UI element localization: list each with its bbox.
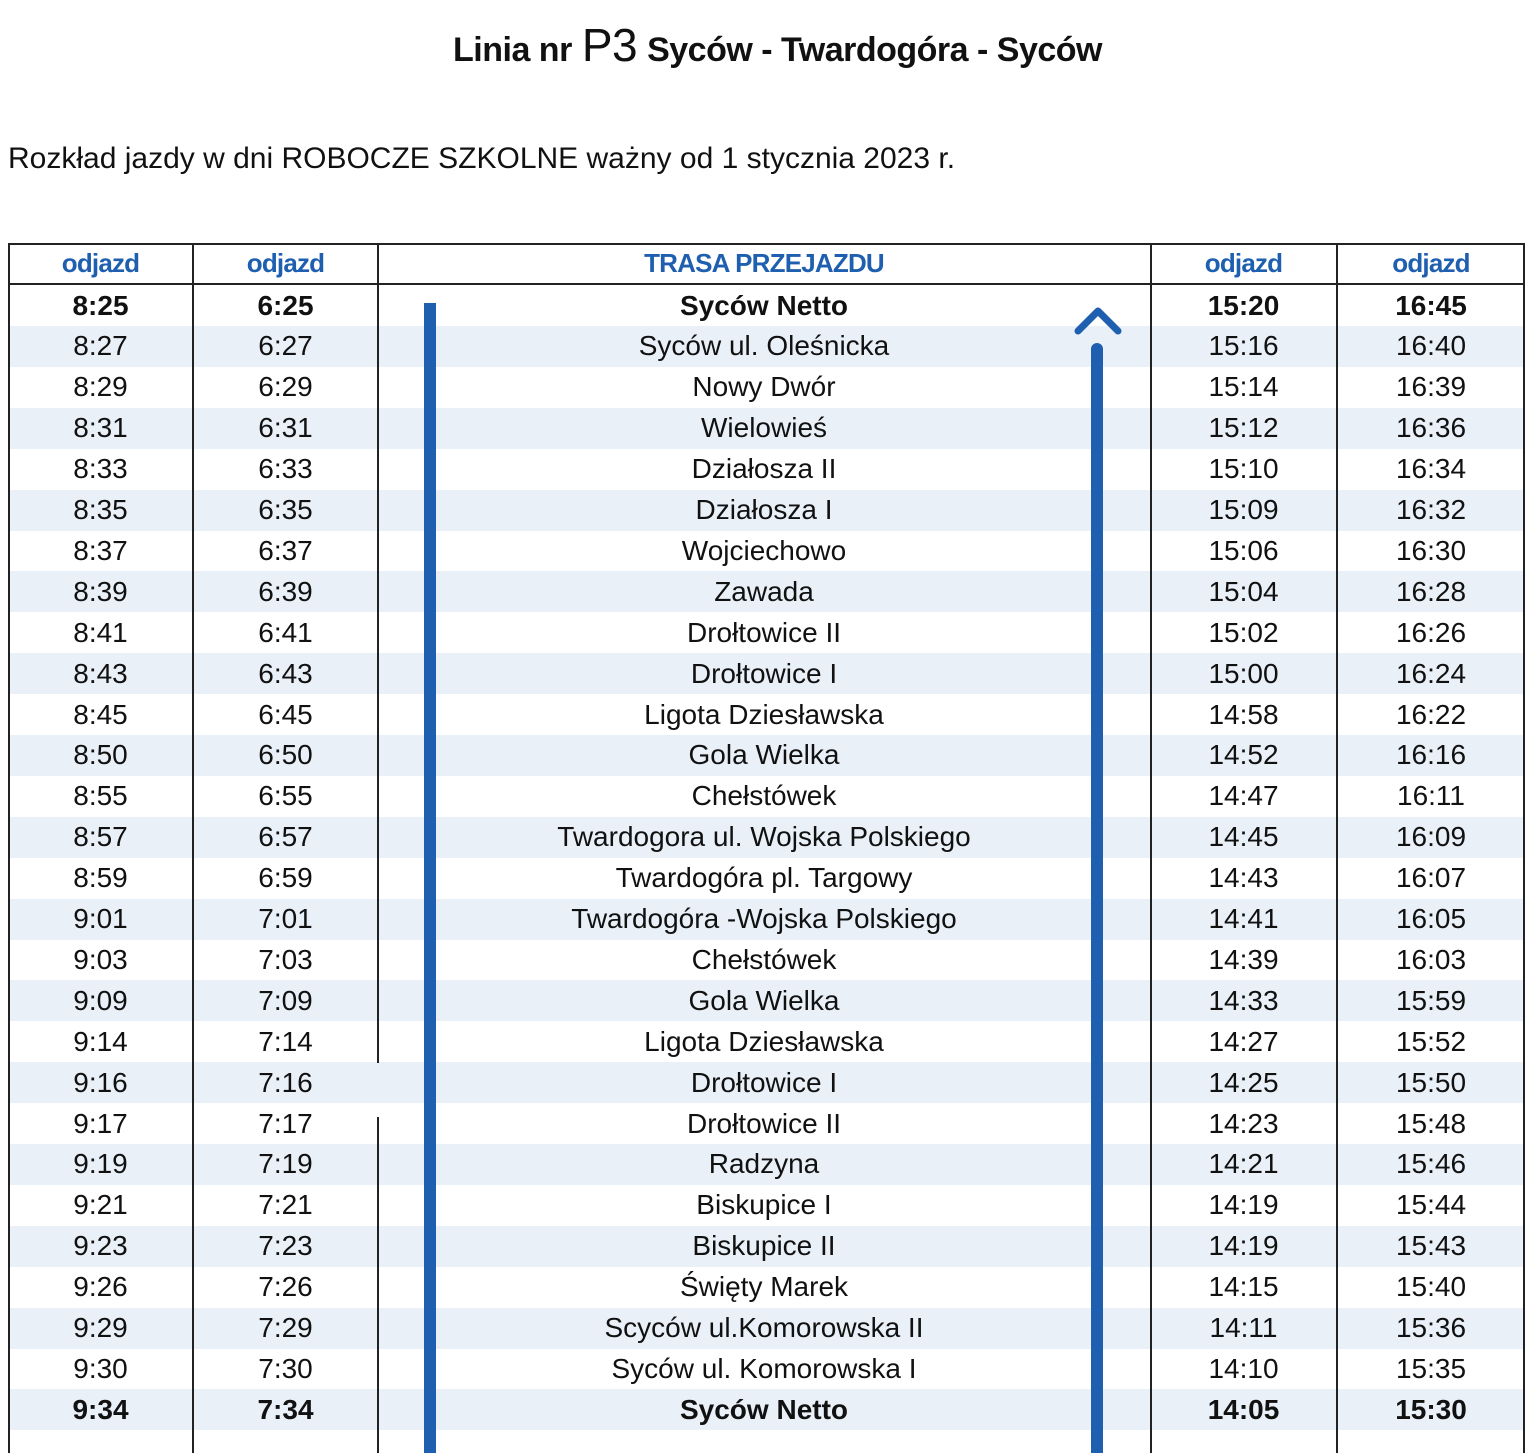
departure-time: 14:33 <box>1208 984 1279 1016</box>
stop-name: Wielowieś <box>700 412 828 444</box>
departure-time: 8:29 <box>73 371 128 403</box>
departure-time: 7:21 <box>258 1189 313 1221</box>
departure-time: 14:19 <box>1208 1189 1279 1221</box>
stop-name: Drołtowice II <box>686 1107 842 1139</box>
table-row <box>8 571 1525 612</box>
table-row <box>8 490 1525 531</box>
stop-name: Ligota Dziesławska <box>644 698 884 730</box>
departure-time: 9:34 <box>72 1393 129 1425</box>
stop-name: Twardogóra -Wojska Polskiego <box>571 903 957 934</box>
stop-name: Biskupice II <box>692 1230 836 1262</box>
departure-time: 16:11 <box>1397 780 1465 812</box>
departure-time: 7:29 <box>258 1312 313 1343</box>
departure-time: 8:33 <box>73 453 128 485</box>
stop-name: Syców ul. Komorowska I <box>611 1352 917 1384</box>
table-row <box>8 980 1525 1021</box>
table-row <box>8 449 1525 490</box>
departure-time: 8:35 <box>73 494 128 525</box>
departure-time: 14:11 <box>1209 1312 1278 1343</box>
stop-name: Twardogóra pl. Targowy <box>615 862 913 894</box>
departure-time: 9:17 <box>73 1107 128 1139</box>
departure-time: 7:14 <box>258 1025 313 1057</box>
departure-time: 16:05 <box>1395 903 1467 934</box>
departure-time: 9:21 <box>73 1189 128 1221</box>
departure-time: 15:10 <box>1208 453 1279 485</box>
departure-time: 6:41 <box>258 616 313 648</box>
header-departure-3: odjazd <box>1204 248 1283 278</box>
stop-name: Gola Wielka <box>688 984 840 1016</box>
departure-time: 8:59 <box>73 862 128 894</box>
table-row <box>8 817 1525 858</box>
departure-time: 15:06 <box>1208 534 1279 566</box>
departure-time: 9:14 <box>73 1025 128 1057</box>
departure-time: 15:04 <box>1208 575 1279 607</box>
departure-time: 14:05 <box>1207 1393 1280 1425</box>
departure-time: 16:32 <box>1395 494 1467 525</box>
table-row <box>8 776 1525 817</box>
departure-time: 15:50 <box>1395 1066 1467 1098</box>
route-line-down <box>424 303 436 1453</box>
departure-time: 6:37 <box>258 534 313 566</box>
departure-time: 8:50 <box>73 739 128 771</box>
departure-time: 7:09 <box>258 984 313 1016</box>
departure-time: 15:59 <box>1395 984 1467 1016</box>
schedule-validity: Rozkład jazdy w dni ROBOCZE SZKOLNE ważny od 1 stycznia 2023 r. <box>8 142 956 175</box>
route-line-up <box>1091 343 1103 1453</box>
departure-time: 14:10 <box>1208 1352 1279 1384</box>
departure-time: 8:57 <box>73 821 128 853</box>
departure-time: 8:55 <box>73 780 128 812</box>
table-row <box>8 1062 1525 1103</box>
departure-time: 9:29 <box>73 1312 128 1343</box>
departure-time: 15:00 <box>1208 657 1279 689</box>
departure-time: 15:36 <box>1395 1312 1467 1343</box>
table-row <box>8 735 1525 776</box>
departure-time: 14:41 <box>1208 903 1279 934</box>
departure-time: 15:02 <box>1208 616 1279 648</box>
table-row <box>8 899 1525 940</box>
table-row <box>8 694 1525 735</box>
stop-name: Drołtowice II <box>686 616 842 648</box>
departure-time: 15:14 <box>1208 371 1279 403</box>
departure-time: 14:39 <box>1208 943 1279 975</box>
stop-name: Działosza I <box>695 494 833 525</box>
table-row <box>8 326 1525 367</box>
header-departure-4: odjazd <box>1392 248 1470 278</box>
stop-name: Nowy Dwór <box>692 371 836 403</box>
table-row <box>8 858 1525 899</box>
column-divider-3 <box>1150 243 1152 1453</box>
departure-time: 8:27 <box>73 330 128 362</box>
departure-time: 14:19 <box>1208 1230 1279 1262</box>
stop-name: Radzyna <box>708 1148 820 1180</box>
departure-time: 9:09 <box>73 984 128 1016</box>
departure-time: 14:58 <box>1208 698 1279 730</box>
departure-time: 8:43 <box>73 657 128 689</box>
stop-name: Drołtowice I <box>690 657 838 689</box>
departure-time: 8:31 <box>73 412 128 444</box>
header-departure-2: odjazd <box>246 248 325 278</box>
table-row <box>8 1308 1525 1349</box>
departure-time: 6:31 <box>258 412 313 444</box>
departure-time: 6:50 <box>258 739 313 771</box>
up-arrow-icon <box>1073 301 1123 337</box>
departure-time: 6:57 <box>258 821 313 853</box>
table-row <box>8 653 1525 694</box>
departure-time: 16:09 <box>1395 821 1467 853</box>
departure-time: 7:34 <box>257 1393 314 1425</box>
departure-time: 7:17 <box>258 1107 313 1139</box>
timetable-header <box>8 243 1525 284</box>
departure-time: 16:34 <box>1395 453 1467 485</box>
departure-time: 7:19 <box>258 1148 313 1180</box>
table-row <box>8 408 1525 449</box>
departure-time: 6:45 <box>258 698 313 730</box>
departure-time: 6:43 <box>258 657 313 689</box>
table-row <box>8 939 1525 980</box>
table-row <box>8 530 1525 571</box>
stop-name: Wojciechowo <box>681 534 847 566</box>
departure-time: 16:45 <box>1395 289 1467 321</box>
stop-name: Syców ul. Oleśnicka <box>638 330 890 362</box>
departure-time: 9:23 <box>73 1230 128 1262</box>
departure-time: 7:26 <box>258 1271 313 1303</box>
stop-name: Chełstówek <box>691 780 837 812</box>
left-border <box>8 243 10 1453</box>
departure-time: 9:16 <box>73 1066 128 1098</box>
route-name: Syców - Twardogóra - Syców <box>647 31 1102 69</box>
departure-time: 15:40 <box>1395 1271 1467 1303</box>
stop-name: Chełstówek <box>691 943 837 975</box>
page-title <box>0 18 1530 72</box>
departure-time: 15:43 <box>1395 1230 1467 1262</box>
column-divider-2 <box>377 243 379 1063</box>
departure-time: 15:35 <box>1395 1352 1467 1384</box>
table-row <box>8 367 1525 408</box>
stop-name: Święty Marek <box>679 1271 849 1303</box>
stop-name: Zawada <box>714 575 814 607</box>
departure-time: 14:47 <box>1208 780 1279 812</box>
table-row <box>8 612 1525 653</box>
column-divider-4 <box>1336 243 1338 1453</box>
line-number: P3 <box>581 19 638 71</box>
departure-time: 14:25 <box>1208 1066 1279 1098</box>
table-row <box>8 1267 1525 1308</box>
column-divider-2-lower <box>377 1117 379 1453</box>
table-row <box>8 1144 1525 1185</box>
departure-time: 6:39 <box>258 575 313 607</box>
departure-time: 16:26 <box>1395 616 1467 648</box>
stop-name: Twardogora ul. Wojska Polskiego <box>557 821 971 853</box>
departure-time: 14:23 <box>1208 1107 1279 1139</box>
departure-time: 9:01 <box>73 903 128 934</box>
departure-time: 9:30 <box>73 1352 128 1384</box>
stop-name: Działosza II <box>691 453 837 485</box>
stop-name: Gola Wielka <box>688 739 840 771</box>
departure-time: 6:29 <box>258 371 313 403</box>
departure-time: 14:27 <box>1208 1025 1279 1057</box>
departure-time: 16:22 <box>1395 698 1467 730</box>
departure-time: 15:52 <box>1395 1025 1467 1057</box>
stop-name: Syców Netto <box>679 1393 849 1425</box>
departure-time: 6:55 <box>258 780 313 812</box>
departure-time: 9:03 <box>73 943 128 975</box>
departure-time: 6:33 <box>258 453 313 485</box>
departure-time: 15:09 <box>1208 494 1279 525</box>
departure-time: 9:26 <box>73 1271 128 1303</box>
table-row <box>8 1021 1525 1062</box>
stop-name: Scyców ul.Komorowska II <box>604 1312 924 1343</box>
header-departure-1: odjazd <box>61 248 140 278</box>
table-row <box>8 1185 1525 1226</box>
departure-time: 16:24 <box>1395 657 1467 689</box>
departure-time: 6:25 <box>257 289 314 321</box>
departure-time: 16:03 <box>1395 943 1467 975</box>
top-border <box>8 243 1525 245</box>
departure-time: 14:21 <box>1208 1148 1279 1180</box>
departure-time: 8:41 <box>73 616 128 648</box>
departure-time: 7:30 <box>258 1352 313 1384</box>
departure-time: 16:28 <box>1395 575 1467 607</box>
departure-time: 16:07 <box>1395 862 1467 894</box>
departure-time: 8:45 <box>73 698 128 730</box>
title-prefix: Linia nr <box>453 31 572 69</box>
departure-time: 15:48 <box>1395 1107 1467 1139</box>
departure-time: 14:43 <box>1208 862 1279 894</box>
departure-time: 9:19 <box>73 1148 128 1180</box>
table-row <box>8 1103 1525 1144</box>
departure-time: 16:30 <box>1395 534 1467 566</box>
departure-time: 7:01 <box>258 903 313 934</box>
header-route: TRASA PRZEJAZDU <box>644 248 884 278</box>
departure-time: 7:03 <box>258 943 313 975</box>
departure-time: 16:40 <box>1395 330 1467 362</box>
departure-time: 8:25 <box>72 289 129 321</box>
table-row <box>8 285 1525 326</box>
departure-time: 6:35 <box>258 494 313 525</box>
departure-time: 15:30 <box>1395 1393 1467 1425</box>
header-divider <box>8 283 1525 285</box>
departure-time: 6:59 <box>258 862 313 894</box>
departure-time: 14:15 <box>1208 1271 1279 1303</box>
departure-time: 7:16 <box>258 1066 313 1098</box>
departure-time: 15:12 <box>1208 412 1279 444</box>
table-row <box>8 1226 1525 1267</box>
departure-time: 7:23 <box>258 1230 313 1262</box>
departure-time: 16:39 <box>1395 371 1467 403</box>
departure-time: 8:37 <box>73 534 128 566</box>
departure-time: 8:39 <box>73 575 128 607</box>
stop-name: Biskupice I <box>696 1189 832 1221</box>
departure-time: 15:44 <box>1395 1189 1467 1221</box>
stop-name: Ligota Dziesławska <box>644 1025 884 1057</box>
departure-time: 15:20 <box>1207 289 1280 321</box>
stop-name: Syców Netto <box>679 289 849 321</box>
stop-name: Drołtowice I <box>690 1066 838 1098</box>
departure-time: 15:46 <box>1395 1148 1467 1180</box>
table-row <box>8 1348 1525 1389</box>
departure-time: 16:16 <box>1395 739 1467 771</box>
departure-time: 6:27 <box>258 330 313 362</box>
right-border <box>1523 243 1525 1453</box>
timetable <box>8 243 1525 1453</box>
departure-time: 14:52 <box>1208 739 1279 771</box>
departure-time: 14:45 <box>1208 821 1279 853</box>
departure-time: 16:36 <box>1395 412 1467 444</box>
column-divider-1 <box>192 243 194 1453</box>
departure-time: 15:16 <box>1208 330 1279 362</box>
table-row <box>8 1389 1525 1430</box>
